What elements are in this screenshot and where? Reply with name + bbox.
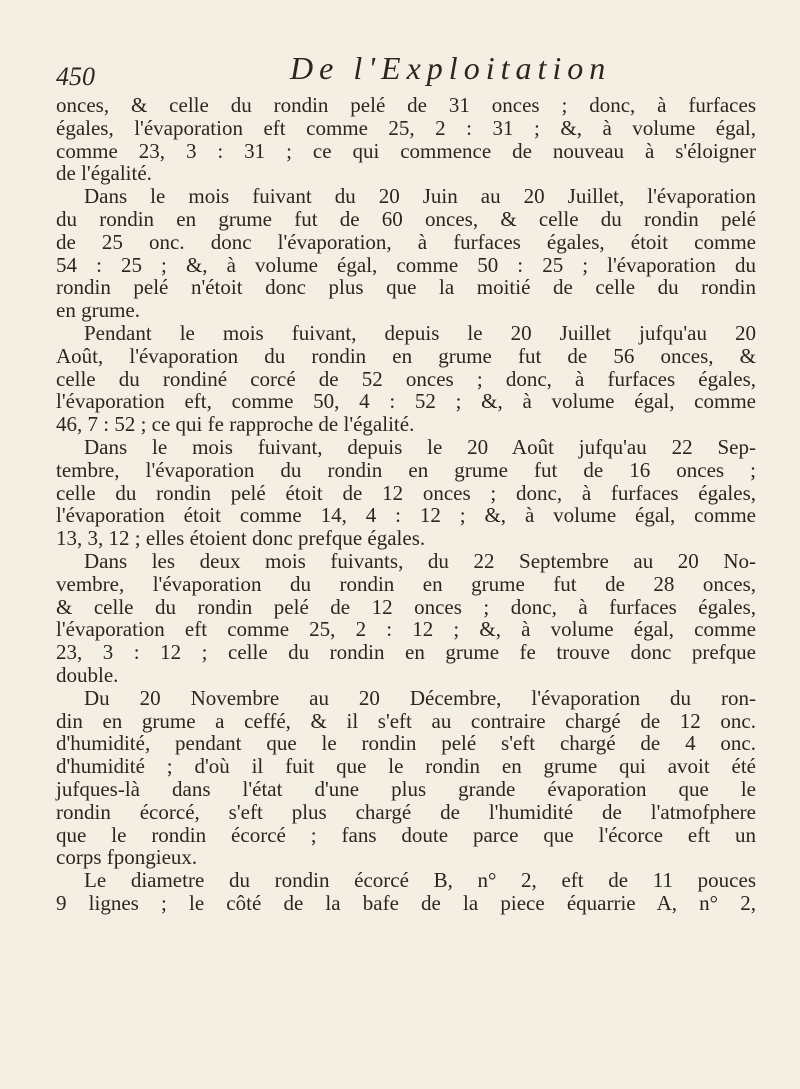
paragraph xyxy=(56,869,756,915)
text-line: Dans le mois fuivant du 20 Juin au 20 Juillet, l'évaporation xyxy=(84,184,756,209)
text-line: 54 : 25 ; &, à volume égal, comme 50 : 25 ; l'évaporation du xyxy=(56,252,756,277)
text-line: Le diametre du rondin écorcé B, n° 2, eft de 11 pouces xyxy=(84,868,756,893)
text-line: jufques-là dans l'état d'une plus grande évaporation que le xyxy=(56,776,756,801)
text-line: & celle du rondin pelé de 12 onces ; donc, à furfaces égales, xyxy=(56,594,756,619)
paragraph xyxy=(56,436,756,550)
text-line: de 25 onc. donc l'évaporation, à furfaces égales, étoit comme xyxy=(56,229,756,254)
text-line: corps fpongieux. xyxy=(56,845,198,870)
text-line: du rondin en grume fut de 60 onces, & celle du rondin pelé xyxy=(56,206,756,231)
running-head: De l'Exploitation xyxy=(290,50,612,86)
page-header xyxy=(56,40,756,90)
text-line: Dans les deux mois fuivants, du 22 Septembre au 20 No- xyxy=(84,548,756,573)
text-line: 13, 3, 12 ; elles étoient donc prefque égales. xyxy=(56,526,426,551)
text-line: rondin pelé n'étoit donc plus que la moitié de celle du rondin xyxy=(56,275,756,300)
paragraph xyxy=(56,322,756,436)
paragraph xyxy=(56,550,756,687)
paragraph xyxy=(56,185,756,322)
paragraph xyxy=(56,687,756,869)
text-line: double. xyxy=(56,662,119,687)
text-line: d'humidité ; d'où il fuit que le rondin en grume qui avoit été xyxy=(56,754,756,779)
text-line: tembre, l'évaporation du rondin en grume fut de 16 onces ; xyxy=(56,457,756,482)
text-line: 9 lignes ; le côté de la bafe de la piece équarrie A, n° 2, xyxy=(56,890,756,915)
text-line: comme 23, 3 : 31 ; ce qui commence de nouveau à s'éloigner xyxy=(56,138,756,163)
text-line: celle du rondiné corcé de 52 onces ; donc, à furfaces égales, xyxy=(56,366,756,391)
text-line: rondin écorcé, s'eft plus chargé de l'humidité de l'atmofphere xyxy=(56,799,756,824)
text-line: en grume. xyxy=(56,298,140,323)
text-line: l'évaporation étoit comme 14, 4 : 12 ; &, à volume égal, comme xyxy=(56,503,756,528)
text-line: Du 20 Novembre au 20 Décembre, l'évaporation du ron- xyxy=(84,685,756,710)
page-number: 450 xyxy=(56,62,95,91)
text-line: égales, l'évaporation eft comme 25, 2 : 31 ; &, à volume égal, xyxy=(56,115,756,140)
text-line: onces, & celle du rondin pelé de 31 onces ; donc, à furfaces xyxy=(56,93,756,117)
text-line: 23, 3 : 12 ; celle du rondin en grume fe trouve donc prefque xyxy=(56,640,756,665)
text-line: d'humidité, pendant que le rondin pelé s'eft chargé de 4 onc. xyxy=(56,731,756,756)
text-line: l'évaporation eft comme 25, 2 : 12 ; &, à volume égal, comme xyxy=(56,617,756,642)
text-line: Août, l'évaporation du rondin en grume fut de 56 onces, & xyxy=(56,343,756,368)
text-line: celle du rondin pelé étoit de 12 onces ; donc, à furfaces égales, xyxy=(56,480,756,505)
text-line: l'évaporation eft, comme 50, 4 : 52 ; &, à volume égal, comme xyxy=(56,389,756,414)
text-line: que le rondin écorcé ; fans doute parce que l'écorce eft un xyxy=(56,822,756,847)
text-line: 46, 7 : 52 ; ce qui fe rapproche de l'égalité. xyxy=(56,412,415,437)
body-text xyxy=(56,94,756,915)
text-line: Pendant le mois fuivant, depuis le 20 Juillet jufqu'au 20 xyxy=(84,320,756,345)
text-line: din en grume a ceffé, & il s'eft au contraire chargé de 12 onc. xyxy=(56,708,756,733)
text-line: de l'égalité. xyxy=(56,161,152,186)
paragraph xyxy=(56,94,756,185)
text-line: Dans le mois fuivant, depuis le 20 Août jufqu'au 22 Sep- xyxy=(84,434,756,459)
text-line: vembre, l'évaporation du rondin en grume fut de 28 onces, xyxy=(56,571,756,596)
